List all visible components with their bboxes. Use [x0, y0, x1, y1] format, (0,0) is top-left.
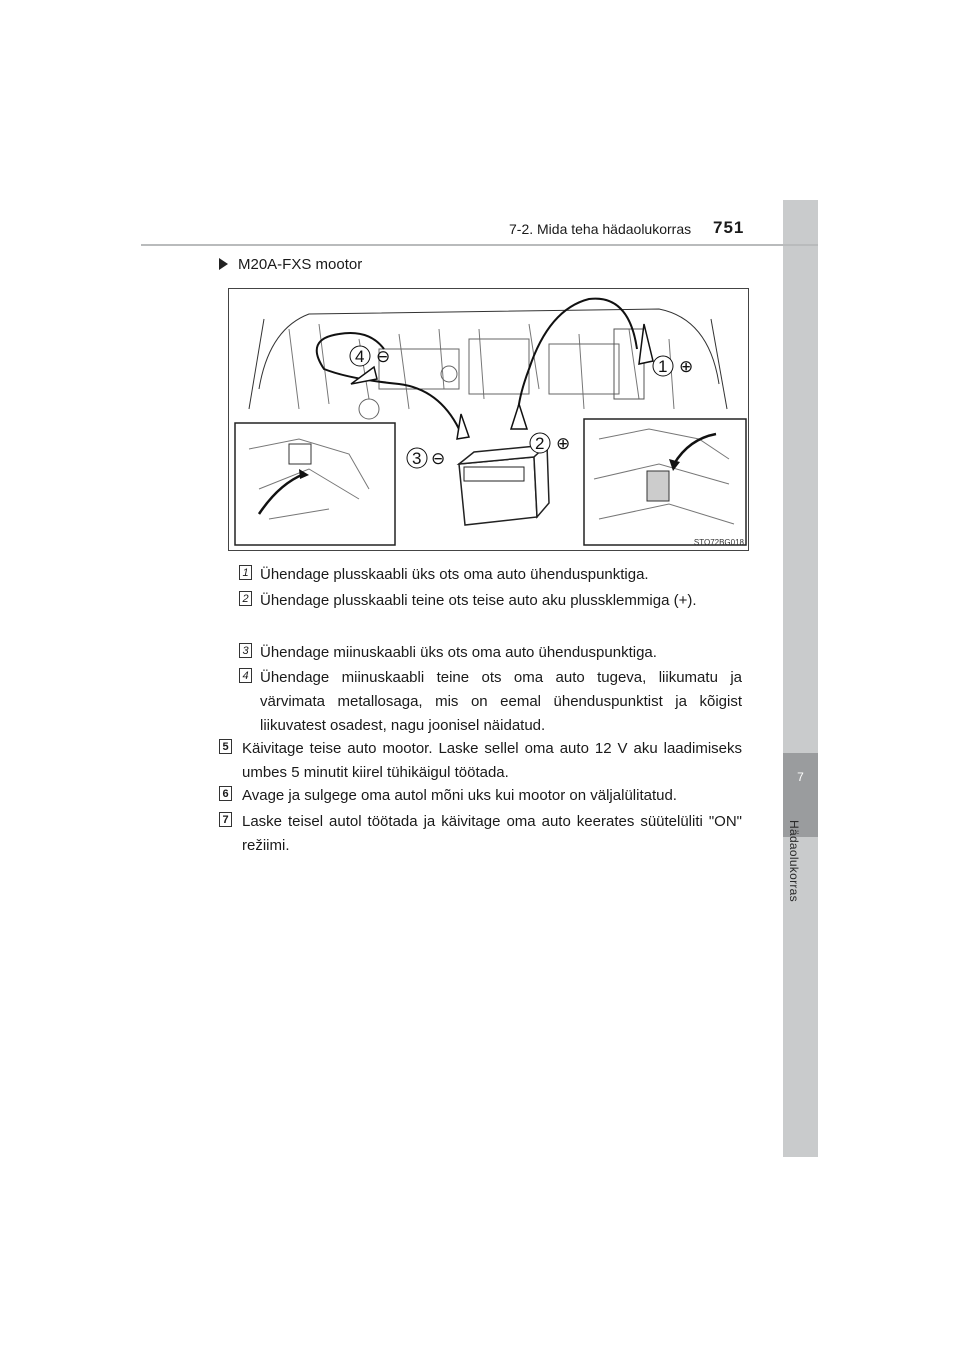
step-number: 1: [239, 565, 252, 580]
inset-positive-point: [584, 419, 746, 545]
running-header: 7-2. Mida teha hädaolukorras: [509, 221, 692, 237]
svg-text:⊕: ⊕: [556, 434, 571, 453]
step-number: 5: [219, 739, 232, 754]
chapter-label: Hädaolukorras: [787, 820, 801, 902]
callout-2: 2: [535, 434, 545, 453]
inset-negative-point: [235, 423, 395, 545]
step-text: Ühendage miinuskaabli üks ots oma auto ühenduspunktiga.: [260, 644, 657, 661]
figure-code: STO72BG018: [693, 538, 744, 547]
section-heading: [219, 256, 362, 273]
triangle-bullet-icon: [219, 258, 228, 270]
step-number: 4: [239, 668, 252, 683]
chapter-side-tab: [783, 200, 818, 1157]
svg-text:⊕: ⊕: [679, 357, 694, 376]
page-number: 751: [713, 218, 745, 237]
step-text: Ühendage plusskaabli üks ots oma auto ühenduspunktiga.: [260, 566, 649, 583]
step-text: Käivitage teise auto mootor. Laske sellel oma auto 12 V aku laadimiseks umbes 5 minutit kiirel tühikäigul töötada.: [242, 740, 742, 781]
step-number: 3: [239, 643, 252, 658]
step-text: Ühendage plusskaabli teine ots teise auto aku plussklemmiga (+).: [260, 592, 697, 609]
svg-text:⊖: ⊖: [431, 449, 446, 468]
callout-3: 3: [412, 449, 422, 468]
step-text: Laske teisel autol töötada ja käivitage oma auto keerates süütelüliti "ON" režiimi.: [242, 813, 742, 854]
clamp-negative-battery: [457, 414, 469, 439]
jump-start-illustration: [228, 288, 749, 551]
clamp-positive-battery: [511, 404, 527, 429]
step-text: Ühendage miinuskaabli teine ots oma auto tugeva, liikumatu ja värvimata metallosaga, mis on eemal ühenduspunktist ja kõigist liikuvatest osadest, nagu joonisel näidatud.: [260, 669, 742, 734]
step-number: 2: [239, 591, 252, 606]
svg-text:⊖: ⊖: [376, 347, 391, 366]
engine-bay-drawing: [229, 289, 748, 550]
step-text: Avage ja sulgege oma autol mõni uks kui mootor on väljalülitatud.: [242, 787, 677, 804]
step-number: 7: [219, 812, 232, 827]
clamp-positive-car: [639, 324, 653, 364]
callout-4: 4: [355, 347, 365, 366]
step-number: 6: [219, 786, 232, 801]
chapter-number: 7: [797, 770, 804, 784]
battery-icon: [459, 445, 549, 525]
callout-1: 1: [658, 357, 668, 376]
header-divider: [141, 244, 818, 246]
section-heading-text: M20A-FXS mootor: [238, 256, 363, 273]
